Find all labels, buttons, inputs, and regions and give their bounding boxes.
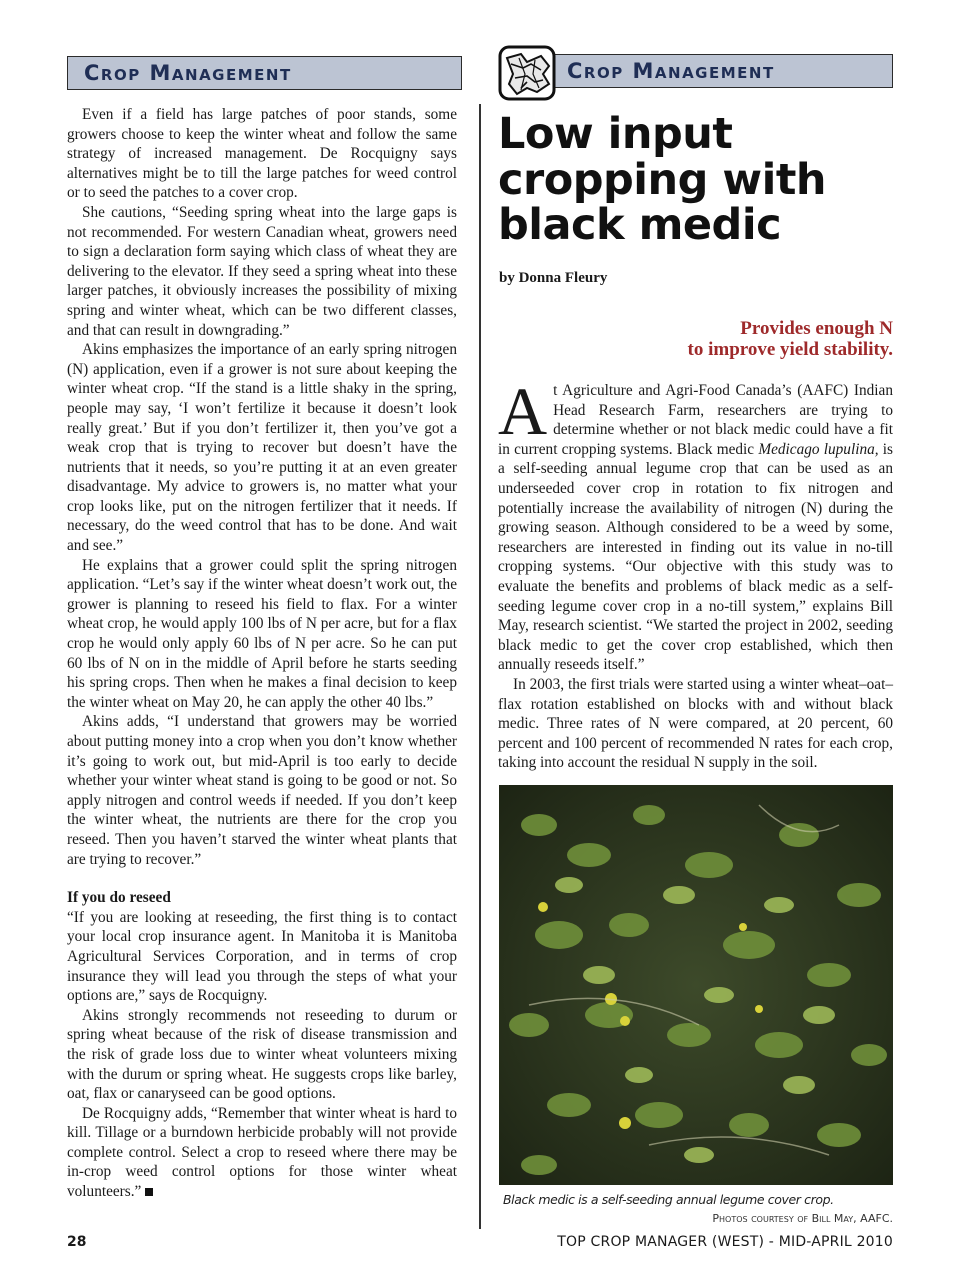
- paragraph: Even if a field has large patches of poor stands, some growers choose to keep the winter wheat and follow the same strategy of increased management. De Rocquigny says alternatives might be to till the large patches for weed control or to seed the patches to a cover crop.: [67, 106, 457, 202]
- pull-quote-line: to improve yield stability.: [687, 339, 893, 360]
- article-headline: Low input cropping with black medic: [498, 109, 827, 250]
- map-icon: [497, 44, 559, 102]
- left-column: [67, 105, 457, 1202]
- photo-credit: Photos courtesy of Bill May, AAFC.: [712, 1212, 893, 1225]
- section-label: Crop Management: [84, 61, 292, 85]
- article-body: [498, 373, 894, 773]
- paragraph: He explains that a grower could split the spring nitrogen application. “Let’s say if the winter wheat doesn’t work out, the grower is planning to reseed his field to flax. For a winter wheat crop, he would apply 100 lbs of N per acre, but for a flax crop he would only apply 60 lbs of N per acre. So he can put 60 lbs of N on in the middle of April before he starts seeding his spring crops. Then when he makes a final decision to keep the winter wheat on May 20, he can apply the other 40 lbs.”: [67, 556, 457, 711]
- paragraph-text: is a self-seeding annual legume crop that can be used as an underseeded cover crop in rotation to fix nitrogen and potentially increase the availability of nitrogen (N) during the growing season. Although considered to be a weed by some, researchers are interested in finding out its value in no-till cropping systems. “Our objective with this study was to evaluate the benefits and problems of black medic as a self-seeding legume cover crop in a no-till system,” explains Bill May, research scientist. “We started the project in 2002, seeding black medic to get the cover crop established, which then annually reseeds itself.”: [498, 440, 894, 674]
- subheading: If you do reseed: [67, 889, 171, 907]
- paragraph: [498, 373, 894, 675]
- paragraph: She cautions, “Seeding spring wheat into the large gaps is not recommended. For western Canadian wheat, growers need to sign a declaration form saying which class of wheat they are delivering to the elevator. If they seed a spring wheat into these larger patches, it obviously increases the possibility of mixing spring and winter wheat, which can be two different classes, and that can result in downgrading.”: [67, 203, 457, 339]
- pull-quote-line: Provides enough N: [740, 318, 893, 339]
- paragraph-text: t Agriculture and Agri-Food Canada’s (AAFC) Indian Head Research Farm, researchers are trying to determine whether or not black medic could have a fit in current cropping systems. Black medic: [498, 382, 893, 458]
- paragraph: Akins strongly recommends not reseeding to durum or spring wheat because of the risk of disease transmission and the risk of grade loss due to winter wheat volunteers mixing with the durum or spring wheat. He suggests crops like barley, oat, flax or canaryseed can be good options.: [67, 1006, 457, 1103]
- paragraph: In 2003, the first trials were started using a winter wheat–oat–flax rotation established on blocks with and without black medic. Three rates of N were compared, at 20 percent, 60 percent and 100 percent of recommended N rates for each crop, taking into account the residual N supply in the soil.: [498, 675, 893, 772]
- paragraph: Akins emphasizes the importance of an early spring nitrogen (N) application, even if a grower is not sure about keeping the winter wheat crop. “If the stand is a little shaky in the spring, people may say, ‘I won’t fertilize it because it doesn’t look really great.’ But if you don’t fertilizer it, then you’ve got a weak crop that is trying to recover but doesn’t have the nutrients that it needs, so you’re putting it at an even greater disadvantage. My advice to growers is, no matter what your crop looks like, put on the nitrogen fertilizer that it needs. If necessary, do the weed control that has to be done. And wait and see.”: [67, 341, 457, 555]
- paragraph-text: De Rocquigny adds, “Remember that winter wheat is hard to kill. Tillage or a burndown herbicide probably will not provide complete control. Select a crop to reseed where there may be in-crop weed control options for those winter wheat volunteers.”: [67, 1104, 457, 1201]
- section-label: Crop Management: [567, 59, 775, 83]
- photo-caption: Black medic is a self-seeding annual legume cover crop.: [503, 1192, 834, 1207]
- section-banner-right: [552, 54, 893, 88]
- paragraph: Akins adds, “I understand that growers may be worried about putting money into a crop when you don’t know whether it’s going to work out, but mid-April is too early to decide whether your winter wheat stand is going to be good or not. So apply nitrogen and control weeds if needed. If you don’t keep the winter wheat, the nutrients are there for the crop you reseed. Then you haven’t starved the winter wheat plants that are trying to recover.”: [67, 713, 457, 868]
- species-name: Medicago lupulina,: [758, 440, 879, 458]
- section-banner-left: [67, 56, 462, 90]
- pull-quote: [560, 318, 893, 360]
- byline: by Donna Fleury: [499, 270, 608, 286]
- end-mark-icon: [145, 1188, 153, 1196]
- page-number: 28: [67, 1234, 87, 1250]
- paragraph: [67, 1104, 457, 1202]
- drop-cap: A: [498, 373, 548, 449]
- column-divider: [479, 104, 481, 1229]
- publication-footer: TOP CROP MANAGER (WEST) - MID-APRIL 2010: [557, 1234, 893, 1250]
- paragraph: “If you are looking at reseeding, the first thing is to contact your local crop insurance agent. In Manitoba it is Manitoba Agricultural Services Corporation, and in terms of crop insurance they will lead you through the steps of what your options are,” says de Rocquigny.: [67, 908, 457, 1005]
- black-medic-photo: [499, 785, 893, 1185]
